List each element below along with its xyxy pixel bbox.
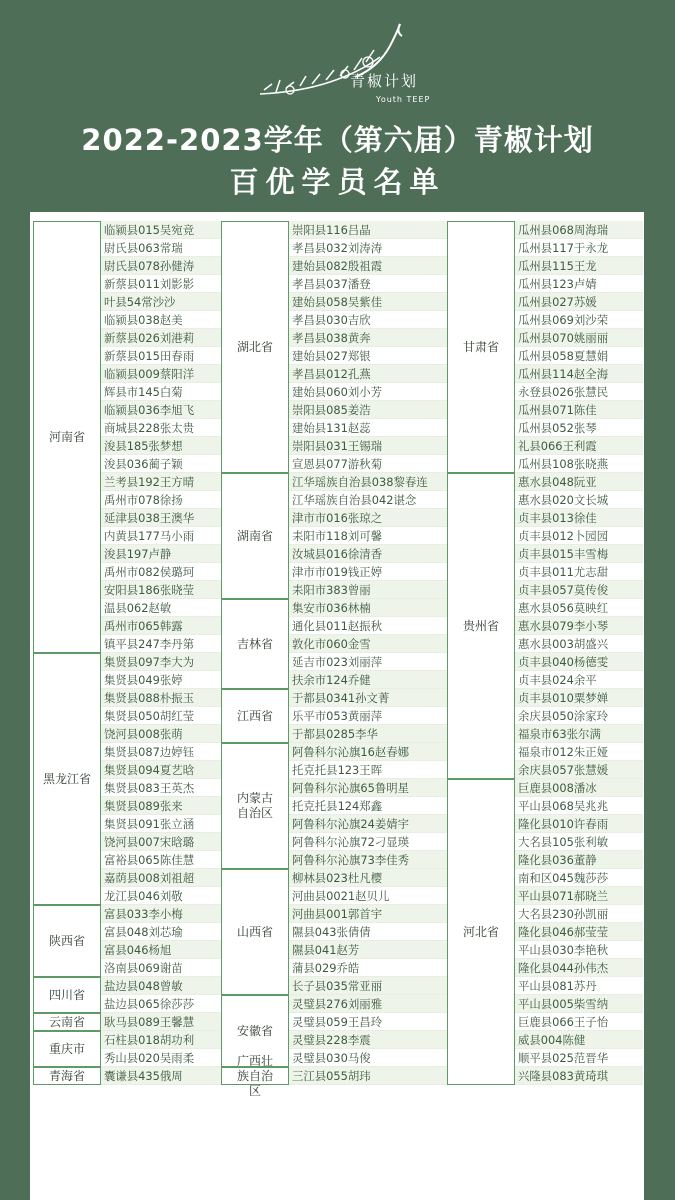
name-list <box>101 221 221 653</box>
list-item: 集贤县088朴振玉 <box>101 689 221 707</box>
list-item: 隰县043张倩倩 <box>289 923 447 941</box>
list-item: 孝昌县038黄奔 <box>289 329 447 347</box>
list-item: 三江县055胡玮 <box>289 1067 447 1085</box>
list-item: 阿鲁科尔沁旗65鲁明星 <box>289 779 447 797</box>
list-item: 河曲县001郭首宇 <box>289 905 447 923</box>
list-item: 隰县041赵芳 <box>289 941 447 959</box>
list-item: 内黄县177马小雨 <box>101 527 221 545</box>
list-item: 阿鲁科尔沁旗16赵春娜 <box>289 743 447 761</box>
list-item: 集贤县091张立涵 <box>101 815 221 833</box>
name-list <box>101 653 221 905</box>
list-item: 乐平市053黄丽萍 <box>289 707 447 725</box>
list-item: 贞丰县012卜园园 <box>515 527 643 545</box>
list-item: 富裕县065陈佳慧 <box>101 851 221 869</box>
list-item: 灵璧县228李震 <box>289 1031 447 1049</box>
list-item: 兴隆县083黄琦琪 <box>515 1067 643 1085</box>
list-item: 托克托县124郑鑫 <box>289 797 447 815</box>
name-list <box>289 1067 447 1085</box>
province-cell: 安徽省 <box>221 995 289 1067</box>
name-list <box>101 977 221 1013</box>
province-cell: 湖北省 <box>221 221 289 473</box>
list-item: 瓜州县071陈佳 <box>515 401 643 419</box>
list-item: 浚县185张梦想 <box>101 437 221 455</box>
list-item: 托克托县123王晖 <box>289 761 447 779</box>
name-list <box>289 689 447 743</box>
list-item: 瓜州县027苏媛 <box>515 293 643 311</box>
name-list <box>289 473 447 599</box>
list-item: 瓜州县123卢婧 <box>515 275 643 293</box>
list-item: 延津县038王澳华 <box>101 509 221 527</box>
list-item: 龙江县046刘敬 <box>101 887 221 905</box>
list-item: 辉县市145白菊 <box>101 383 221 401</box>
list-item: 饶河县007宋晗璐 <box>101 833 221 851</box>
list-item: 集贤县094夏艺晗 <box>101 761 221 779</box>
province-cell: 湖南省 <box>221 473 289 599</box>
list-item: 浚县036蔺子颖 <box>101 455 221 473</box>
name-list <box>289 221 447 473</box>
list-item: 叶县54常沙沙 <box>101 293 221 311</box>
list-item: 惠水县003胡盛兴 <box>515 635 643 653</box>
list-item: 平山县071郝晓兰 <box>515 887 643 905</box>
list-item: 建始县082殷祖霞 <box>289 257 447 275</box>
list-item: 集贤县097李大为 <box>101 653 221 671</box>
list-item: 盐边县048曾敏 <box>101 977 221 995</box>
list-item: 隆化县044孙伟杰 <box>515 959 643 977</box>
province-cell: 贵州省 <box>447 473 515 779</box>
province-cell: 河北省 <box>447 779 515 1085</box>
list-item: 集贤县049张婷 <box>101 671 221 689</box>
list-item: 隆化县010许春雨 <box>515 815 643 833</box>
list-item: 禹州市078徐扬 <box>101 491 221 509</box>
province-cell: 河南省 <box>33 221 101 653</box>
list-item: 巨鹿县008潘冰 <box>515 779 643 797</box>
list-item: 孝昌县030吉欣 <box>289 311 447 329</box>
list-item: 建始县058吴紫佳 <box>289 293 447 311</box>
province-cell: 陕西省 <box>33 905 101 977</box>
list-item: 崇阳县031王锡瑞 <box>289 437 447 455</box>
honor-list-sheet <box>30 212 644 1200</box>
list-item: 饶河县008张萌 <box>101 725 221 743</box>
name-list <box>289 869 447 995</box>
list-item: 贞丰县015丰雪梅 <box>515 545 643 563</box>
list-item: 瓜州县114赵全海 <box>515 365 643 383</box>
list-item: 崇阳县085姜浩 <box>289 401 447 419</box>
list-item: 建始县131赵蕊 <box>289 419 447 437</box>
list-item: 敦化市060金雪 <box>289 635 447 653</box>
list-item: 兰考县192王方晴 <box>101 473 221 491</box>
list-item: 集贤县050胡红莹 <box>101 707 221 725</box>
list-item: 江华瑶族自治县042谌念 <box>289 491 447 509</box>
list-item: 瓜州县058夏慧娟 <box>515 347 643 365</box>
list-item: 福泉市63张尔满 <box>515 725 643 743</box>
list-item: 贞丰县011尤志甜 <box>515 563 643 581</box>
list-item: 集贤县087边婷钰 <box>101 743 221 761</box>
list-item: 阿鲁科尔沁旗73李佳秀 <box>289 851 447 869</box>
list-item: 尉氏县063常瑞 <box>101 239 221 257</box>
list-item: 临颍县009蔡阳洋 <box>101 365 221 383</box>
list-item: 崇阳县116吕晶 <box>289 221 447 239</box>
list-item: 孝昌县037潘登 <box>289 275 447 293</box>
province-cell: 青海省 <box>33 1067 101 1085</box>
list-item: 贞丰县057莫传俊 <box>515 581 643 599</box>
name-list <box>289 995 447 1067</box>
list-item: 灵璧县030马俊 <box>289 1049 447 1067</box>
list-item: 柳林县023杜凡樱 <box>289 869 447 887</box>
list-item: 安阳县186张晓莹 <box>101 581 221 599</box>
list-item: 临颍县015吴宛竞 <box>101 221 221 239</box>
list-item: 蒲县029乔皓 <box>289 959 447 977</box>
list-item: 南和区045魏莎莎 <box>515 869 643 887</box>
list-item: 阿鲁科尔沁旗24姜婧宇 <box>289 815 447 833</box>
province-cell: 黑龙江省 <box>33 653 101 905</box>
list-item: 礼县066王利霞 <box>515 437 643 455</box>
list-item: 嘉荫县008刘祖超 <box>101 869 221 887</box>
province-cell: 江西省 <box>221 689 289 743</box>
name-list <box>101 905 221 977</box>
name-list <box>289 599 447 689</box>
list-item: 耒阳市118刘可馨 <box>289 527 447 545</box>
list-item: 孝昌县032刘涛涛 <box>289 239 447 257</box>
list-item: 浚县197卢静 <box>101 545 221 563</box>
list-item: 禹州市065韩露 <box>101 617 221 635</box>
list-item: 耒阳市383曾丽 <box>289 581 447 599</box>
list-item: 商城县228张太贵 <box>101 419 221 437</box>
list-item: 顺平县025范晋华 <box>515 1049 643 1067</box>
province-cell: 族自治区 <box>221 1067 289 1085</box>
province-cell: 重庆市 <box>33 1031 101 1067</box>
list-item: 临颍县036李旭飞 <box>101 401 221 419</box>
province-cell: 云南省 <box>33 1013 101 1031</box>
list-item: 长子县035常亚丽 <box>289 977 447 995</box>
list-item: 大名县230孙凯丽 <box>515 905 643 923</box>
list-item: 瓜州县108张晓燕 <box>515 455 643 473</box>
list-item: 建始县060刘小芳 <box>289 383 447 401</box>
list-item: 余庆县057张慧媛 <box>515 761 643 779</box>
list-item: 平山县081苏丹 <box>515 977 643 995</box>
list-item: 贞丰县024余平 <box>515 671 643 689</box>
list-item: 汝城县016徐清香 <box>289 545 447 563</box>
list-item: 惠水县079李小琴 <box>515 617 643 635</box>
list-item: 集贤县083王英杰 <box>101 779 221 797</box>
list-item: 富县048刘芯瑜 <box>101 923 221 941</box>
list-item: 平山县005柴雪纳 <box>515 995 643 1013</box>
list-item: 耿马县089王馨慧 <box>101 1013 221 1031</box>
list-item: 贞丰县010粟梦婵 <box>515 689 643 707</box>
list-item: 石柱县018胡功利 <box>101 1031 221 1049</box>
list-item: 灵璧县276刘丽雅 <box>289 995 447 1013</box>
list-item: 瓜州县117于永龙 <box>515 239 643 257</box>
list-item: 阿鲁科尔沁旗72刁显瑛 <box>289 833 447 851</box>
list-item: 于都县0285李华 <box>289 725 447 743</box>
list-item: 永登县026张慧民 <box>515 383 643 401</box>
list-item: 镇平县247李丹第 <box>101 635 221 653</box>
province-cell: 四川省 <box>33 977 101 1013</box>
list-item: 瓜州县069刘沙荣 <box>515 311 643 329</box>
list-item: 余庆县050涂家玲 <box>515 707 643 725</box>
page-subtitle: 百优学员名单 <box>229 165 446 199</box>
name-list <box>515 221 643 473</box>
name-list <box>515 473 643 779</box>
name-list <box>289 743 447 869</box>
list-item: 秀山县020吴雨柔 <box>101 1049 221 1067</box>
province-cell: 甘肃省 <box>447 221 515 473</box>
list-item: 新蔡县026刘港莉 <box>101 329 221 347</box>
list-item: 尉氏县078孙健涛 <box>101 257 221 275</box>
list-item: 津市市019钱正婷 <box>289 563 447 581</box>
list-item: 富县033李小梅 <box>101 905 221 923</box>
list-item: 惠水县048阮亚 <box>515 473 643 491</box>
province-cell: 吉林省 <box>221 599 289 689</box>
list-item: 福泉市012朱正娅 <box>515 743 643 761</box>
logo-subtext: Youth TEEP <box>376 95 431 104</box>
list-item: 集安市036林楠 <box>289 599 447 617</box>
list-item: 平山县030李艳秋 <box>515 941 643 959</box>
list-item: 瓜州县068周海瑞 <box>515 221 643 239</box>
list-item: 贞丰县040杨德雯 <box>515 653 643 671</box>
list-item: 惠水县020文长城 <box>515 491 643 509</box>
list-item: 贞丰县013徐佳 <box>515 509 643 527</box>
list-item: 宣恩县077游秋菊 <box>289 455 447 473</box>
list-item: 盐边县065徐莎莎 <box>101 995 221 1013</box>
list-item: 囊谦县435俄周 <box>101 1067 221 1085</box>
list-item: 江华瑶族自治县038黎春连 <box>289 473 447 491</box>
list-item: 富县046杨旭 <box>101 941 221 959</box>
list-item: 平山县068吴兆兆 <box>515 797 643 815</box>
list-item: 隆化县036董静 <box>515 851 643 869</box>
list-item: 河曲县0021赵贝儿 <box>289 887 447 905</box>
list-item: 大名县105张利敏 <box>515 833 643 851</box>
list-item: 瓜州县052张琴 <box>515 419 643 437</box>
list-item: 巨鹿县066王子怡 <box>515 1013 643 1031</box>
name-list <box>515 779 643 1085</box>
list-item: 津市市016张琼之 <box>289 509 447 527</box>
page-title: 2022-2023学年（第六届）青椒计划 <box>81 123 594 157</box>
list-item: 隆化县046郝莹莹 <box>515 923 643 941</box>
list-item: 瓜州县115王龙 <box>515 257 643 275</box>
list-item: 延吉市023刘丽萍 <box>289 653 447 671</box>
name-list <box>101 1013 221 1031</box>
province-cell: 内蒙古自治区 <box>221 743 289 869</box>
list-item: 温县062赵敏 <box>101 599 221 617</box>
list-item: 灵璧县059王昌玲 <box>289 1013 447 1031</box>
list-item: 新蔡县015田春雨 <box>101 347 221 365</box>
list-item: 临颍县038赵美 <box>101 311 221 329</box>
list-item: 瓜州县070姚丽丽 <box>515 329 643 347</box>
list-item: 威县004陈健 <box>515 1031 643 1049</box>
list-item: 通化县011赵振秋 <box>289 617 447 635</box>
list-item: 洛南县069谢苗 <box>101 959 221 977</box>
list-item: 建始县027郑银 <box>289 347 447 365</box>
list-item: 禹州市082侯璐珂 <box>101 563 221 581</box>
province-cell: 山西省 <box>221 869 289 995</box>
list-item: 惠水县056莫映红 <box>515 599 643 617</box>
list-item: 于都县0341孙文菁 <box>289 689 447 707</box>
logo-text: 青椒计划 <box>350 72 419 90</box>
name-list <box>101 1031 221 1067</box>
list-item: 新蔡县011刘影影 <box>101 275 221 293</box>
list-item: 扶余市124乔健 <box>289 671 447 689</box>
name-list <box>101 1067 221 1085</box>
list-item: 集贤县089张来 <box>101 797 221 815</box>
list-item: 孝昌县012孔燕 <box>289 365 447 383</box>
